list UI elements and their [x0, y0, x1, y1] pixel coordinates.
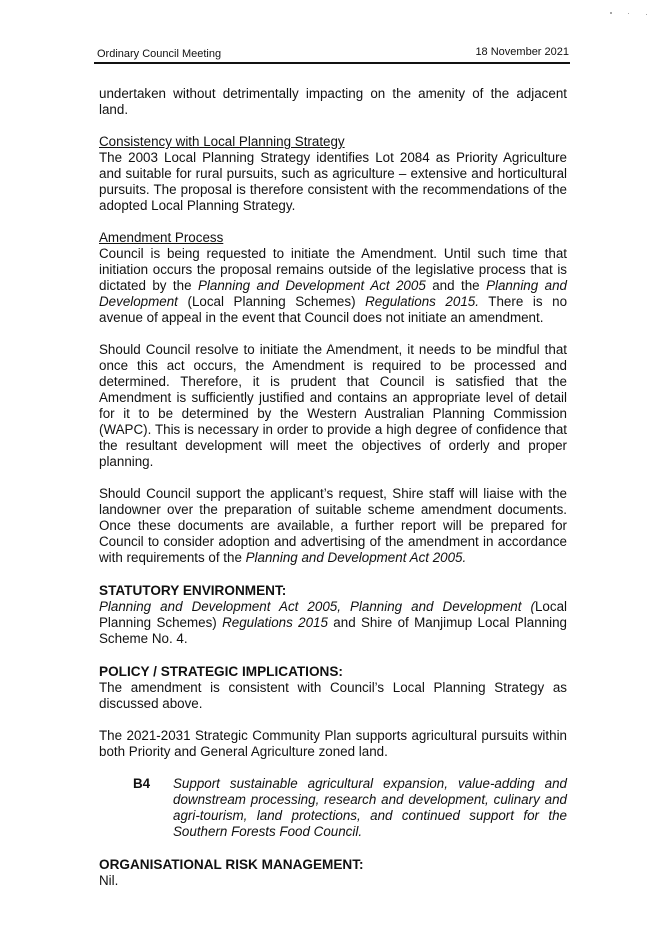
- paragraph-council-support: [99, 486, 567, 566]
- strategy-code: B4: [133, 776, 151, 791]
- heading-statutory-environment: STATUTORY ENVIRONMENT:: [99, 583, 287, 598]
- statutory-italic-2: Regulations 2015: [222, 615, 328, 630]
- amendment-act-title: Planning and Development Act 2005: [198, 278, 426, 293]
- paragraph-council-resolve: Should Council resolve to initiate the Amendment, it needs to be mindful that once this act occurs, the Amendment is required to be processed and determined. Therefore, it is prudent that Council is satisfied that the Amendment is sufficiently justified and contains an appropriate level of detail for it to be determined by the Western Australian Planning Commission (WAPC). This is necessary in order to provide a high degree of confidence that the resultant development will meet the objectives of orderly and proper planning.: [99, 342, 567, 469]
- paragraph-policy-1: The amendment is consistent with Council’s Local Planning Strategy as discussed above.: [99, 680, 567, 711]
- support-text: Should Council support the applicant’s request, Shire staff will liaise with the landowner over the preparation of suitable scheme amendment documents. Once these documents are available, a further report will be prepared for Council to consider adoption and advertising of the amendment in accordance with requirements of the: [99, 486, 567, 565]
- amendment-text-3: (Local Planning Schemes): [177, 294, 366, 309]
- paragraph-risk: Nil.: [99, 873, 119, 888]
- paragraph-policy-2: The 2021-2031 Strategic Community Plan supports agricultural pursuits within both Priority and General Agriculture zoned land.: [99, 728, 567, 759]
- statutory-italic-1: Planning and Development Act 2005, Planning and Development (: [99, 599, 535, 614]
- amendment-text-2: and the: [425, 278, 487, 293]
- scan-speck: [628, 13, 629, 14]
- heading-policy-strategic: POLICY / STRATEGIC IMPLICATIONS:: [99, 664, 343, 679]
- header-meeting-title: Ordinary Council Meeting: [97, 48, 222, 60]
- document-body: [99, 86, 567, 889]
- paragraph-amendment-process: [99, 246, 567, 326]
- strategy-description: Support sustainable agricultural expansion, value-adding and downstream processing, research and development, culinary and agri-tourism, land protections, and continued support for the Southern Forests Food Council.: [173, 776, 567, 839]
- amendment-pd-title: Planning and Development: [99, 278, 567, 309]
- amendment-regulations-title: Regulations 2015.: [365, 294, 479, 309]
- paragraph-statutory-environment: [99, 599, 567, 647]
- paragraph-local-planning-strategy: The 2003 Local Planning Strategy identifies Lot 2084 as Priority Agriculture and suitable for rural pursuits, such as agriculture – extensive and horticultural pursuits. The proposal is therefore consistent with the recommendations of the adopted Local Planning Strategy.: [99, 150, 567, 213]
- amendment-text-4: There is no avenue of appeal in the event that Council does not initiate an amendment.: [99, 294, 568, 325]
- amendment-text-1: Council is being requested to initiate the Amendment. Until such time that initiation occurs the proposal remains outside of the legislative process that is dictated by the: [99, 246, 567, 293]
- support-act-title: Planning and Development Act 2005.: [245, 550, 467, 565]
- paragraph-continuation: undertaken without detrimentally impacting on the amenity of the adjacent land.: [99, 86, 567, 117]
- scan-speck: [646, 14, 647, 15]
- heading-organisational-risk: ORGANISATIONAL RISK MANAGEMENT:: [99, 857, 364, 872]
- strategy-item-b4: [133, 776, 567, 840]
- statutory-text-1: Local Planning Schemes): [99, 599, 567, 630]
- statutory-text-2: and Shire of Manjimup Local Planning Scheme No. 4.: [99, 615, 567, 646]
- scan-speck: [610, 12, 612, 14]
- subheading-amendment-process: Amendment Process: [99, 230, 224, 245]
- header-date: 18 November 2021: [475, 46, 569, 58]
- header-rule: [94, 62, 570, 64]
- subheading-local-planning-strategy: Consistency with Local Planning Strategy: [99, 134, 345, 149]
